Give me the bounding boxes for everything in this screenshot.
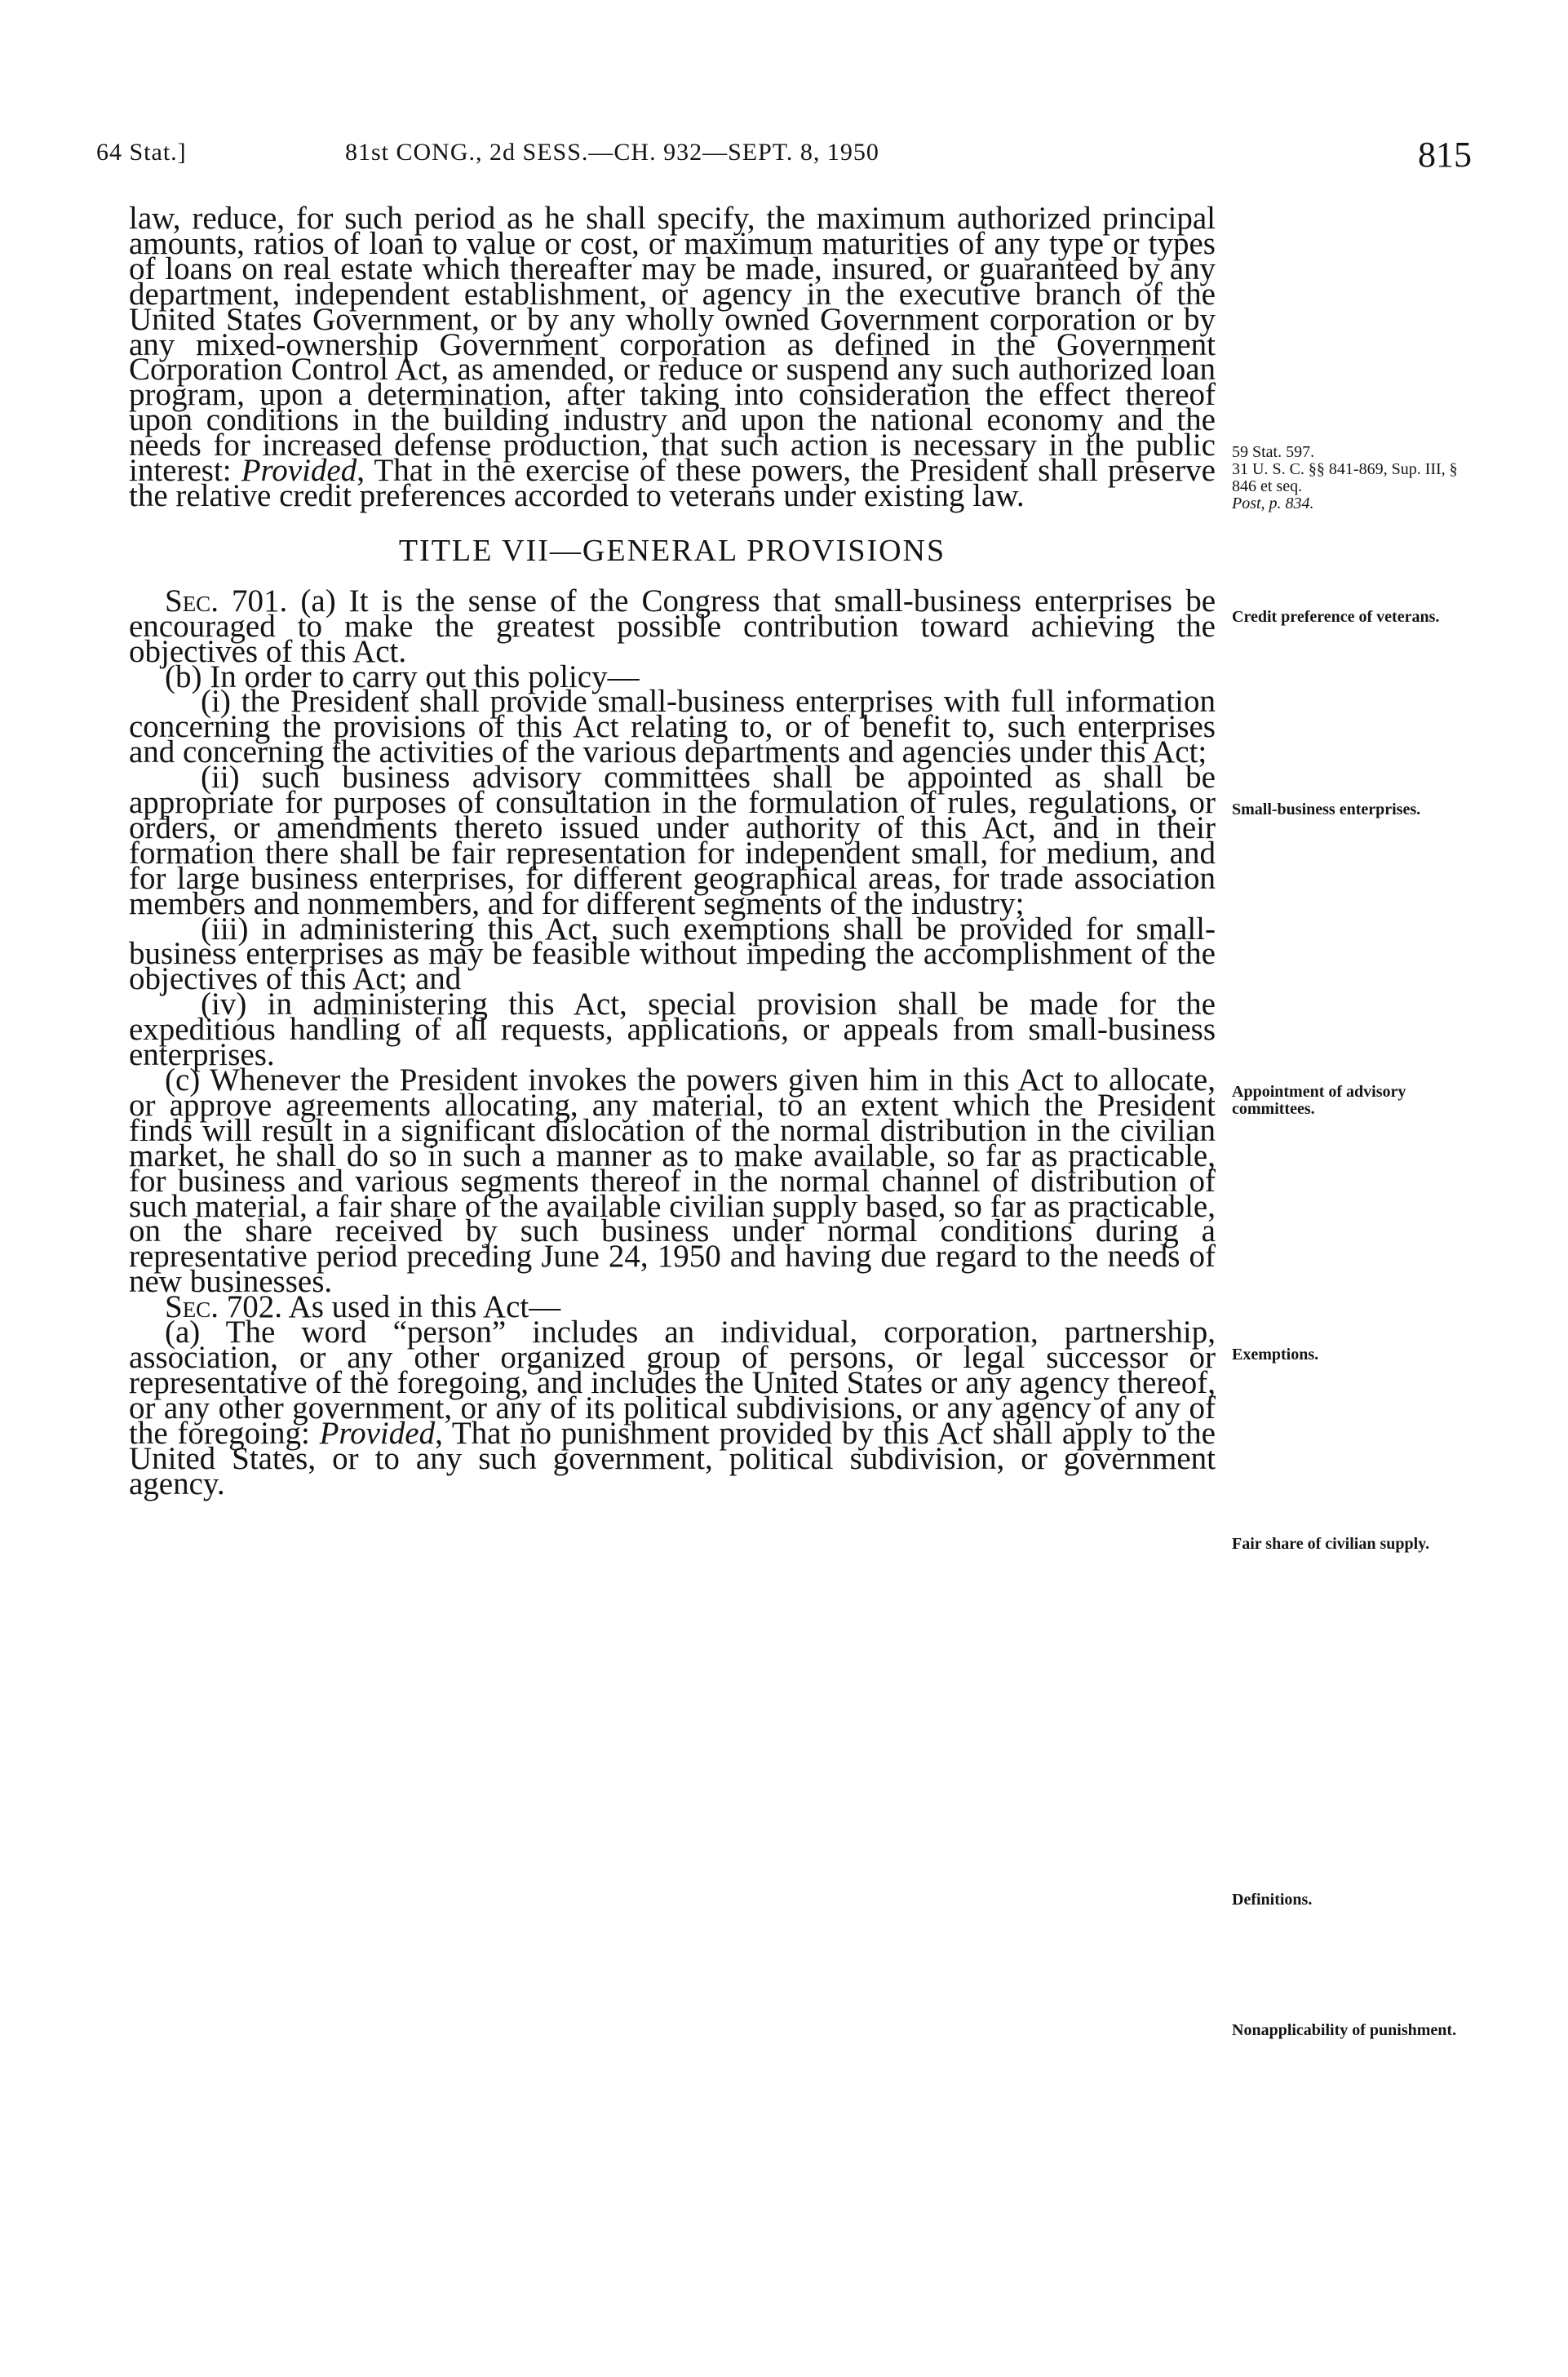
margin-note-definitions: Definitions. <box>1232 1891 1313 1909</box>
provided-italic: Provided <box>319 1415 436 1451</box>
stat-ref-2: 31 U. S. C. §§ 841-869, Sup. III, § 846 et seq. <box>1232 460 1458 495</box>
margin-note-stat-ref <box>1232 444 1477 512</box>
provided-italic: Provided <box>241 453 357 489</box>
section-702-a <box>129 1315 1216 1501</box>
margin-note-exemptions: Exemptions. <box>1232 1346 1319 1364</box>
stat-ref-1: 59 Stat. 597. <box>1232 443 1315 461</box>
margin-note-credit-preference: Credit preference of veterans. <box>1232 608 1440 626</box>
section-label: Sec. 701. <box>165 583 288 619</box>
paragraph-text: , That no punishment provided by this Act shall apply to the United States, or to any such government, political subdivision, or government agency. <box>129 1415 1216 1501</box>
session-chapter-date: 81st CONG., 2d SESS.—CH. 932—SEPT. 8, 1950 <box>345 139 879 166</box>
paragraph-text: law, reduce, for such period as he shall specify, the maximum authorized principal amounts, ratios of loan to value or cost, or maximum maturities of any type or types of loans on real estate which thereafter may be made, insured, or guaranteed by any department, independent establishment, or agency in the executive branch of the United States Government, or by any wholly owned Government corporation or by any mixed-ownership Government corporation as defined in the Government Corporation Control Act, as amended, or reduce or suspend any such authorized loan program, upon a determination, after taking into consideration the effect thereof upon conditions in the building industry and upon the national economy and the needs for increased defense production, that such action is necessary in the public interest: <box>129 201 1216 489</box>
section-701-c: (c) Whenever the President invokes the powers given him in this Act to allocate, or approve agreements allocating, any material, to an extent which the President finds will result in a significant dislocation of the normal distribution in the civilian market, he shall do so in such a manner as to make available, so far as practicable, for business and various segments thereof in the normal channel of distribution of such material, a fair share of the available civilian supply based, so far as practicable, on the share received by such business under normal conditions during a representative period preceding June 24, 1950 and having due regard to the needs of new businesses. <box>129 1062 1216 1300</box>
paragraph-text: (a) The word “person” includes an individual, corporation, partnership, association, or any other organized group of persons, or legal successor or representative of the foregoing, and includes the United States or any agency thereof, or any other government, or any of its political subdivisions, or any agency of any of the foregoing: <box>129 1315 1216 1451</box>
post-ref: Post, p. 834. <box>1232 494 1314 512</box>
section-701-a <box>129 583 1216 669</box>
page-number: 815 <box>1418 135 1472 175</box>
section-701-b: (b) In order to carry out this policy— <box>165 659 640 694</box>
section-text: As used in this Act— <box>281 1289 561 1325</box>
section-text: (a) It is the sense of the Congress that small-business enterprises be encouraged to make the greatest possible contribution toward achieving the objectives of this Act. <box>129 583 1216 669</box>
section-label: Sec. 702. <box>165 1289 282 1325</box>
paragraph-text: , That in the exercise of these powers, the President shall preserve the relative credit preferences accorded to veterans under existing law. <box>129 453 1216 513</box>
clause-ii: (ii) such business advisory committees shall be appointed as shall be appropriate for purposes of consultation in the formulation of rules, regulations, or orders, or amendments thereto issued under authority of this Act, and in their formation there shall be fair representation for independent small, for medium, and for large business enterprises, for different geographical areas, for trade association members and nonmembers, and for different segments of the industry; <box>129 760 1216 921</box>
paragraph-loan-authority <box>129 201 1216 513</box>
clause-i: (i) the President shall provide small-business enterprises with full information concerning the provisions of this Act relating to, or of benefit to, such enterprises and concerning the activities of the various departments and agencies under this Act; <box>129 684 1216 770</box>
clause-iii: (iii) in administering this Act, such exemptions shall be provided for small-business enterprises as may be feasible without impeding the accomplishment of the objectives of this Act; and <box>129 911 1216 997</box>
clause-iv: (iv) in administering this Act, special provision shall be made for the expeditious handling of all requests, applications, or appeals from small-business enterprises. <box>129 987 1216 1073</box>
statute-volume: 64 Stat.] <box>96 139 187 166</box>
page-header <box>96 135 1472 180</box>
margin-note-fair-share: Fair share of civilian supply. <box>1232 1535 1430 1553</box>
margin-note-advisory-committees: Appointment of advisory committees. <box>1232 1083 1406 1118</box>
main-text-column <box>129 201 1216 1501</box>
title-heading: TITLE VII—GENERAL PROVISIONS <box>398 533 946 568</box>
margin-note-small-business: Small-business enterprises. <box>1232 800 1421 818</box>
margin-note-nonapplicability: Nonapplicability of punishment. <box>1232 2021 1457 2039</box>
